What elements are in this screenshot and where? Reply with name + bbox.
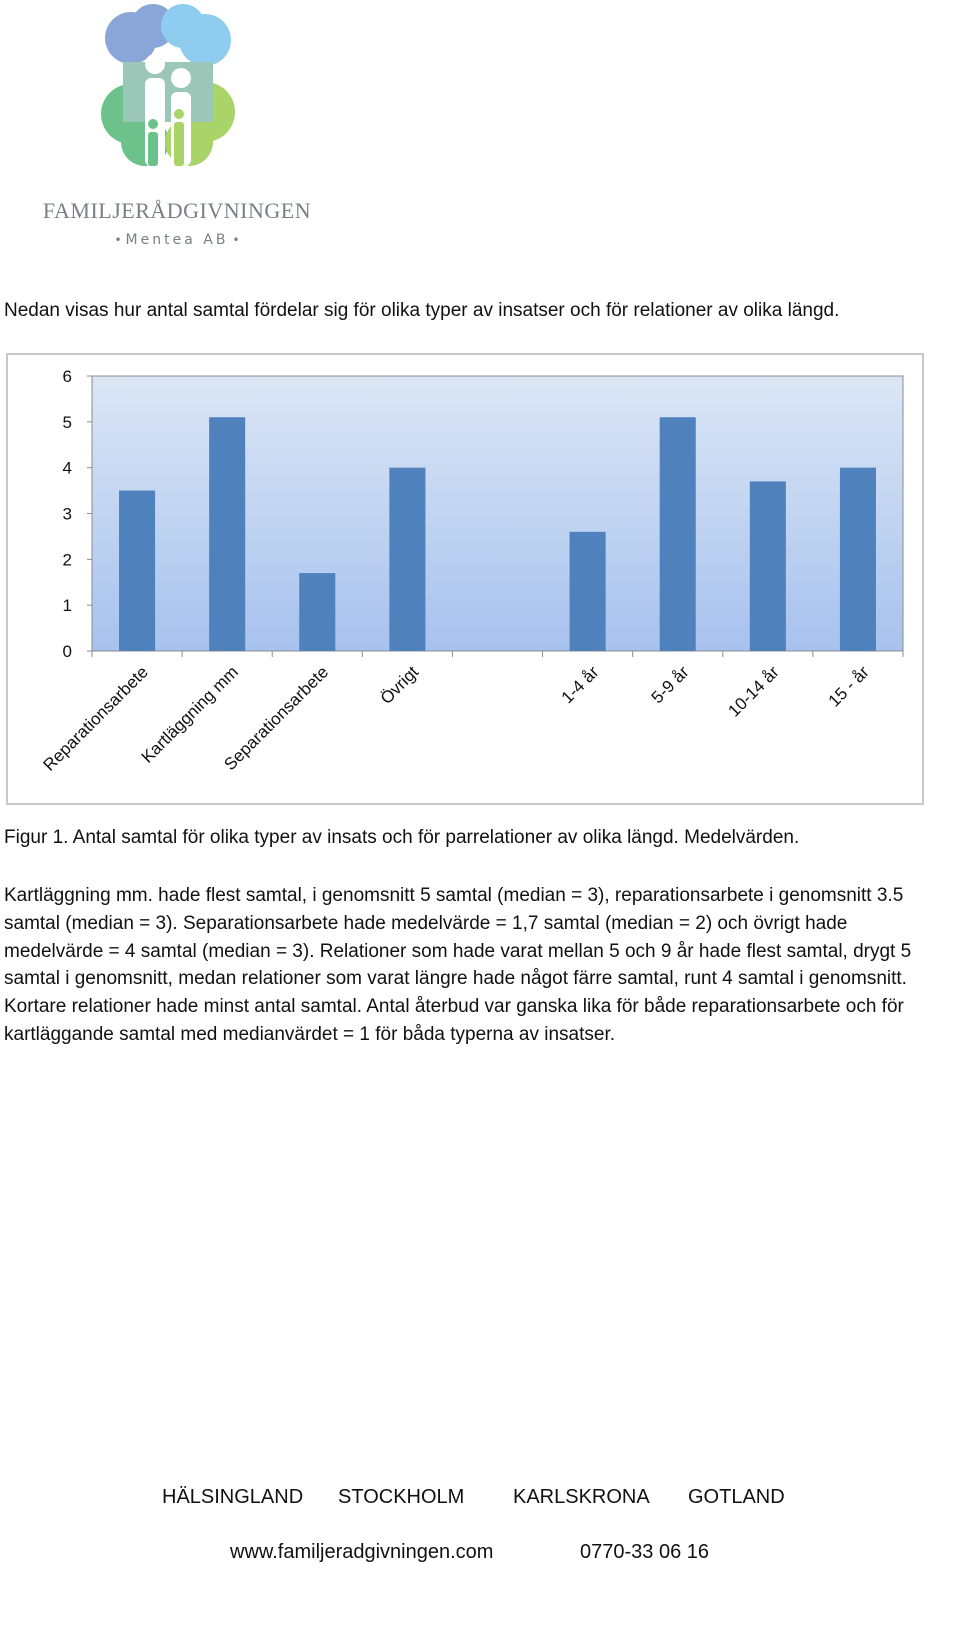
x-tick-label: Kartläggning mm — [137, 662, 242, 767]
bar — [570, 532, 606, 651]
x-tick-label: 1-4 år — [557, 662, 603, 708]
y-tick-label: 5 — [62, 412, 72, 432]
logo-subtitle-text: Mentea AB — [125, 232, 229, 248]
bar — [209, 417, 245, 651]
logo-subtitle: • Mentea AB • — [114, 232, 240, 248]
footer-location: GOTLAND — [688, 1486, 785, 1508]
bar — [119, 491, 155, 651]
x-tick-label: 10-14 år — [724, 662, 783, 721]
footer-contact — [0, 1541, 960, 1567]
logo — [28, 0, 318, 255]
x-tick-label: Övrigt — [376, 662, 423, 708]
y-tick-label: 3 — [62, 504, 72, 524]
footer-location: KARLSKRONA — [513, 1486, 650, 1508]
body-paragraph: Kartläggning mm. hade flest samtal, i genomsnitt 5 samtal (median = 3), reparationsarbete i genomsnitt 3.5 samtal (median = 3). Separationsarbete hade medelvärde = 1,7 samtal (median = 2) och övrigt hade medelvärde = 4 samtal (median = 3). Relationer som hade varat mellan 5 och 9 år hade flest samtal, drygt 5 samtal i genomsnitt, medan relationer som varat längre hade något färre samtal, runt 4 samtal i genomsnitt. Kortare relationer hade minst antal samtal. Antal återbud var ganska lika för både reparationsarbete och för kartläggande samtal med medianvärdet = 1 för båda typerna av insatser. — [4, 885, 912, 1045]
bar — [389, 468, 425, 651]
logo-wordmark: FAMILJERÅDGIVNINGEN — [42, 198, 312, 223]
y-tick-label: 0 — [62, 642, 72, 661]
y-tick-label: 4 — [62, 458, 72, 478]
x-axis — [40, 651, 903, 775]
y-axis — [63, 367, 92, 661]
bar — [299, 573, 335, 651]
bar — [750, 481, 786, 651]
x-tick-label: Separationsarbete — [220, 662, 333, 775]
bar — [840, 468, 876, 651]
clover-family-logo-icon — [83, 2, 253, 172]
y-tick-label: 1 — [62, 596, 72, 616]
figure-caption: Figur 1. Antal samtal för olika typer av insats och för parrelationer av olika längd. Medelvärden. — [4, 827, 800, 848]
footer-website-link[interactable]: www.familjeradgivningen.com — [230, 1541, 494, 1563]
x-tick-label: 5-9 år — [647, 662, 693, 708]
y-tick-label: 6 — [62, 367, 72, 386]
footer-locations — [0, 1486, 960, 1512]
y-tick-label: 2 — [62, 550, 72, 570]
footer-location: HÄLSINGLAND — [162, 1486, 304, 1508]
x-tick-label: Reparationsarbete — [39, 662, 152, 775]
footer-phone: 0770-33 06 16 — [580, 1541, 710, 1563]
bar-chart-svg — [8, 355, 922, 803]
bar-chart — [6, 353, 924, 805]
footer-location: STOCKHOLM — [338, 1486, 465, 1508]
x-tick-label: 15 - år — [824, 662, 873, 711]
bar — [660, 417, 696, 651]
intro-paragraph: Nedan visas hur antal samtal fördelar sig för olika typer av insatser och för relationer av olika längd. — [4, 300, 840, 321]
